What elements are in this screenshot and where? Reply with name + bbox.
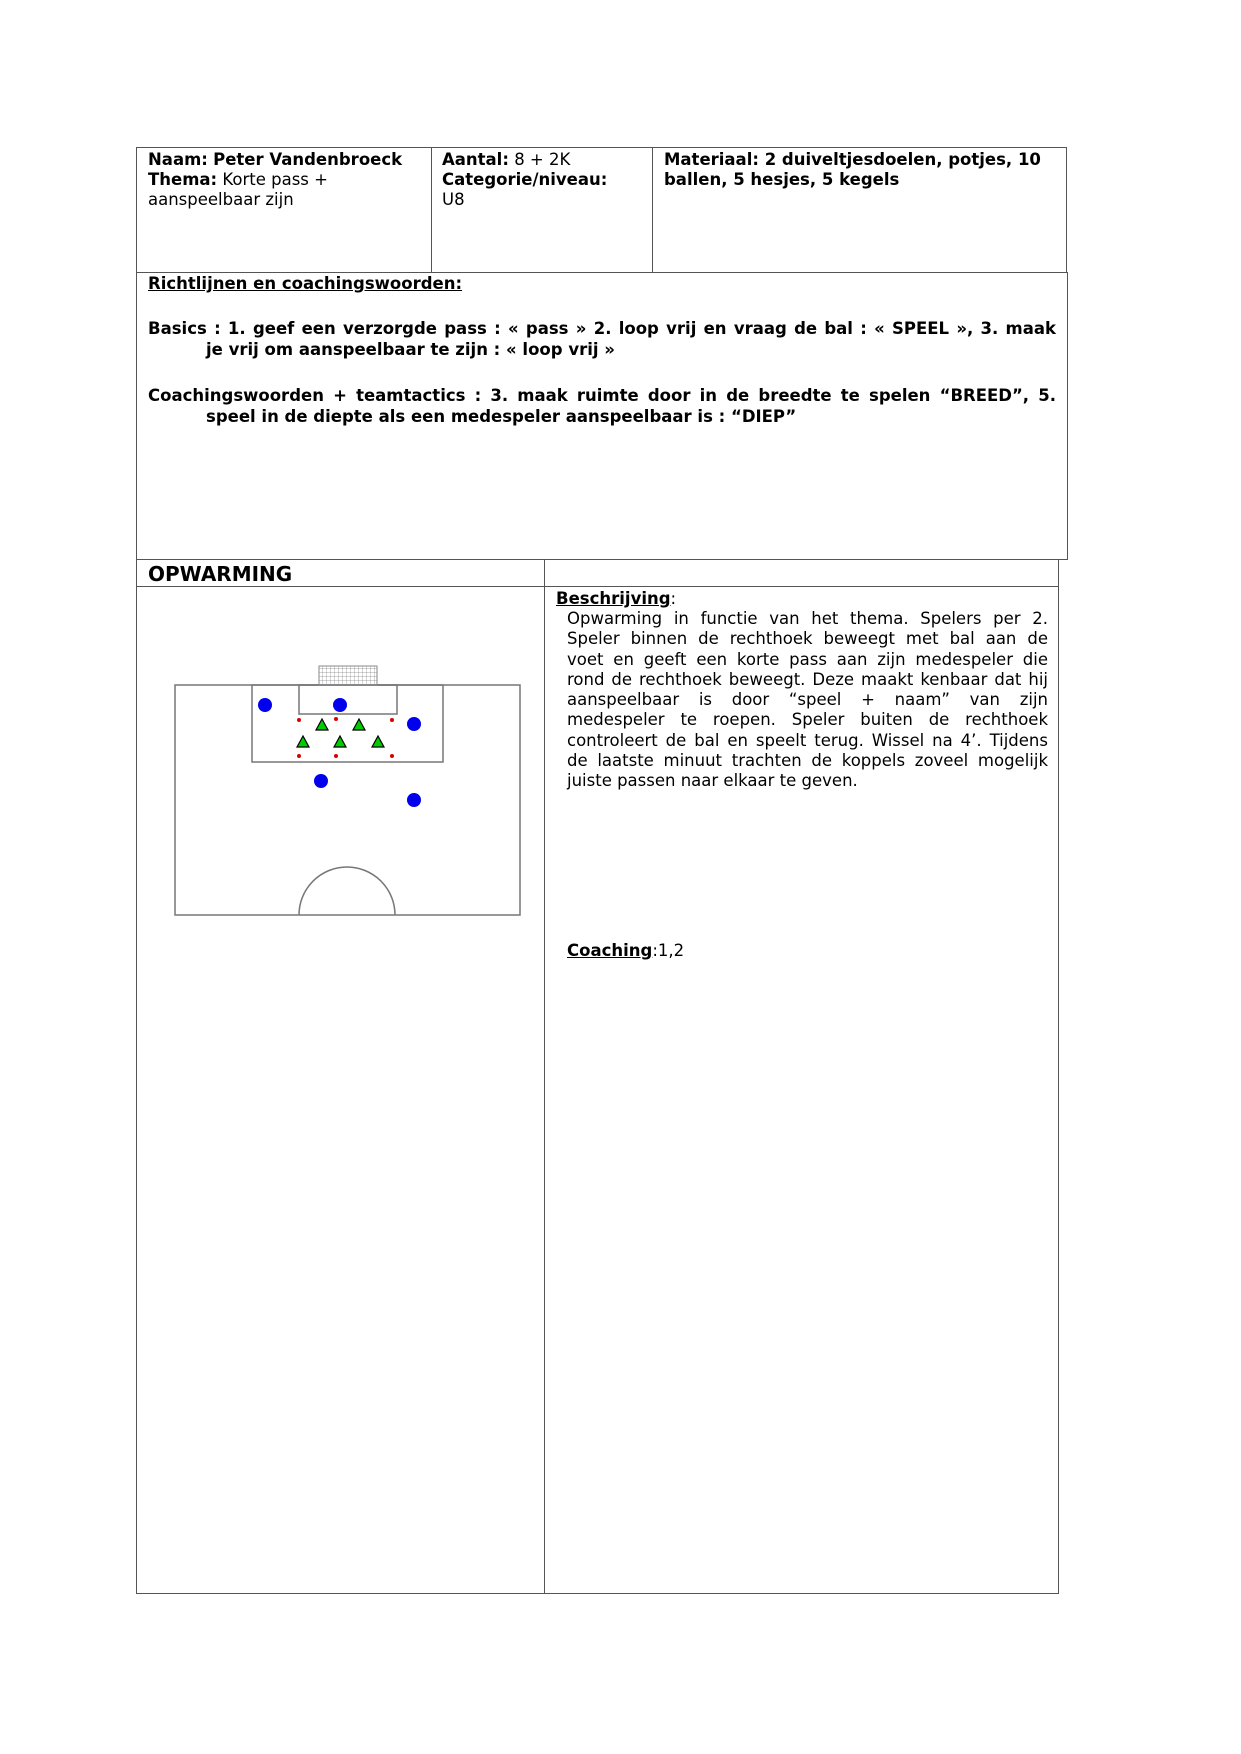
categorie-value: U8 <box>442 190 465 209</box>
thema-label: Thema: <box>148 170 218 189</box>
cone <box>334 717 338 721</box>
aantal-line <box>442 150 570 171</box>
cone <box>390 718 394 722</box>
description-line: aanspeelbaar is door “speel + naam” van zijn <box>567 690 1048 710</box>
naam-value: Peter Vandenbroeck <box>213 150 403 169</box>
cone <box>297 754 301 758</box>
section-title-right-cell <box>544 559 1059 587</box>
cone <box>334 754 338 758</box>
description-label-colon: : <box>670 589 677 608</box>
basics-line-2: je vrij om aanspeelbaar te zijn : « loop vrij » <box>206 340 615 359</box>
guidelines-title: Richtlijnen en coachingswoorden: <box>148 274 463 293</box>
thema-value: Korte pass + <box>222 170 328 189</box>
cone <box>297 718 301 722</box>
description-line: Speler binnen de rechthoek beweegt met bal aan de <box>567 629 1048 649</box>
coaching-value: :1,2 <box>652 941 685 960</box>
pitch-diagram <box>170 660 530 920</box>
description-line: juiste passen naar elkaar te geven. <box>567 771 858 791</box>
player-outside <box>258 698 272 712</box>
description-text <box>567 609 1048 792</box>
description-line: de laatste minuut trachten de koppels zoveel mogelijk <box>567 751 1048 771</box>
description-label: Beschrijving <box>556 589 671 608</box>
player-outside <box>314 774 328 788</box>
pitch-outline <box>175 685 520 915</box>
description-label-line <box>556 589 676 610</box>
description-line: controleert de bal en speelt terug. Wissel na 4’. Tijdens <box>567 730 1048 750</box>
categorie-label: Categorie/niveau: <box>442 170 608 189</box>
naam-label: Naam: <box>148 150 208 169</box>
materiaal-line-2: ballen, 5 hesjes, 5 kegels <box>664 170 900 189</box>
thema-value-continued: aanspeelbaar zijn <box>148 190 294 209</box>
section-title: OPWARMING <box>148 562 293 586</box>
player-outside <box>407 717 421 731</box>
description-line: medespeler te roepen. Speler buiten de rechthoek <box>567 710 1048 730</box>
player-outside <box>407 793 421 807</box>
basics-line-1: Basics : 1. geef een verzorgde pass : « pass » 2. loop vrij en vraag de bal : « SPEEL », 3. maak <box>148 319 1056 338</box>
coaching-words-line-1: Coachingswoorden + teamtactics : 3. maak ruimte door in de breedte te spelen “BREED”, 5. <box>148 386 1056 405</box>
description-line: rond de rechthoek beweegt. Deze maakt kenbaar dat hij <box>567 669 1048 689</box>
description-line: voet en geeft een korte pass aan zijn medespeler die <box>567 649 1048 669</box>
player-outside <box>333 698 347 712</box>
aantal-value: 8 + 2K <box>514 150 571 169</box>
coaching-words-line-2: speel in de diepte als een medespeler aanspeelbaar is : “DIEP” <box>206 407 797 426</box>
thema-line <box>148 170 328 191</box>
coaching-line <box>567 941 684 962</box>
cone <box>390 754 394 758</box>
materiaal-line-1: Materiaal: 2 duiveltjesdoelen, potjes, 10 <box>664 150 1041 169</box>
description-line: Opwarming in functie van het thema. Spelers per 2. <box>567 609 1048 628</box>
aantal-label: Aantal: <box>442 150 509 169</box>
coaching-label: Coaching <box>567 941 653 960</box>
naam-line <box>148 150 402 171</box>
goal-net-icon <box>319 666 377 685</box>
